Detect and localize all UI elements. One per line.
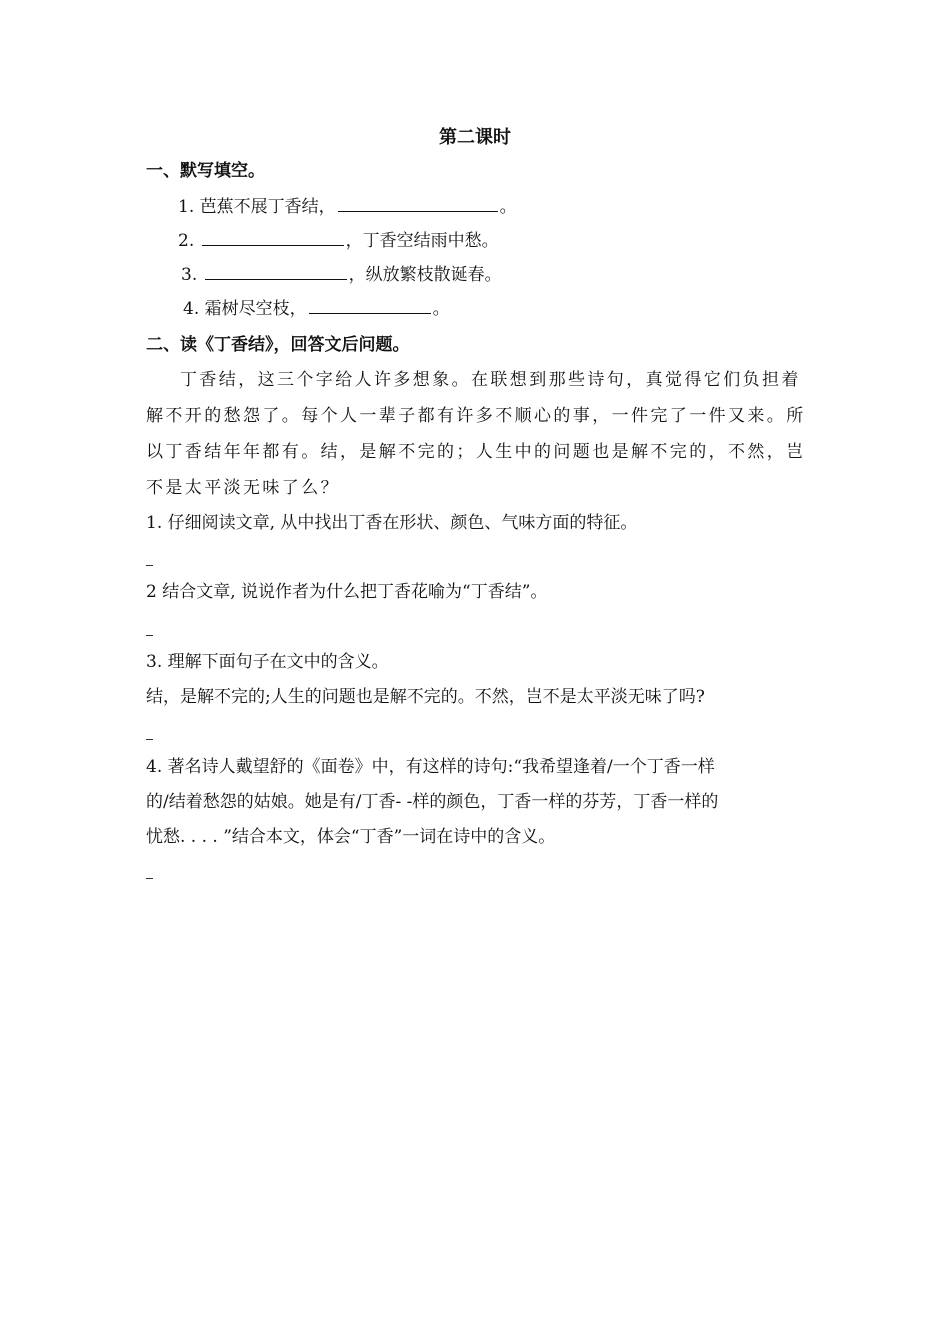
fill-item-3-text: 3. <box>181 265 203 285</box>
fill-item-2-end: ，丁香空结雨中愁。 <box>345 231 499 251</box>
passage-line-3: 以丁香结年年都有。结，是解不完的；人生中的问题也是解不完的，不然，岂 <box>146 442 806 462</box>
answer-blank-4[interactable] <box>309 297 431 314</box>
answer-blank-3[interactable] <box>205 263 347 280</box>
question-2: 2 结合文章, 说说作者为什么把丁香花喻为“丁香结”。 <box>146 582 548 602</box>
fill-item-2 <box>178 229 499 253</box>
passage-line-2: 解不开的愁怨了。每个人一辈子都有许多不顺心的事，一件完了一件又来。所 <box>146 406 806 426</box>
question-3-quote: 结，是解不完的;人生的问题也是解不完的。不然，岂不是太平淡无味了吗? <box>146 687 705 707</box>
answer-line-4[interactable] <box>146 878 153 879</box>
fill-item-3 <box>181 263 502 287</box>
question-4-line-3: 忧愁. . . . ”结合本文，体会“丁香”一词在诗中的含义。 <box>146 827 556 847</box>
answer-line-2[interactable] <box>146 635 153 636</box>
fill-item-1 <box>178 195 517 219</box>
page-title: 第二课时 <box>439 127 511 148</box>
passage-line-1: 丁香结，这三个字给人许多想象。在联想到那些诗句，真觉得它们负担着 <box>180 370 801 390</box>
fill-item-1-end: 。 <box>499 197 517 217</box>
section2-heading: 二、读《丁香结》，回答文后问题。 <box>146 335 410 355</box>
fill-item-1-text: 1. 芭蕉不展丁香结， <box>178 197 336 217</box>
question-3: 3. 理解下面句子在文中的含义。 <box>146 652 389 672</box>
answer-line-3[interactable] <box>146 739 153 740</box>
passage-line-4: 不是太平淡无味了么？ <box>146 478 340 498</box>
fill-item-4-end: 。 <box>432 299 450 319</box>
fill-item-2-text: 2. <box>178 231 200 251</box>
question-4-line-1: 4. 著名诗人戴望舒的《面卷》中，有这样的诗句:“我希望逢着/一个丁香一样 <box>146 757 715 777</box>
answer-line-1[interactable] <box>146 565 153 566</box>
question-1: 1. 仔细阅读文章, 从中找出丁香在形状、颜色、气味方面的特征。 <box>146 513 638 533</box>
fill-item-4 <box>183 297 450 321</box>
question-4-line-2: 的/结着愁怨的姑娘。她是有/丁香- -样的颜色，丁香一样的芬芳，丁香一样的 <box>146 792 719 812</box>
fill-item-3-end: ，纵放繁枝散诞春。 <box>348 265 502 285</box>
answer-blank-2[interactable] <box>202 229 344 246</box>
answer-blank-1[interactable] <box>338 195 498 212</box>
fill-item-4-text: 4. 霜树尽空枝， <box>183 299 307 319</box>
section1-heading: 一、默写填空。 <box>146 161 265 181</box>
